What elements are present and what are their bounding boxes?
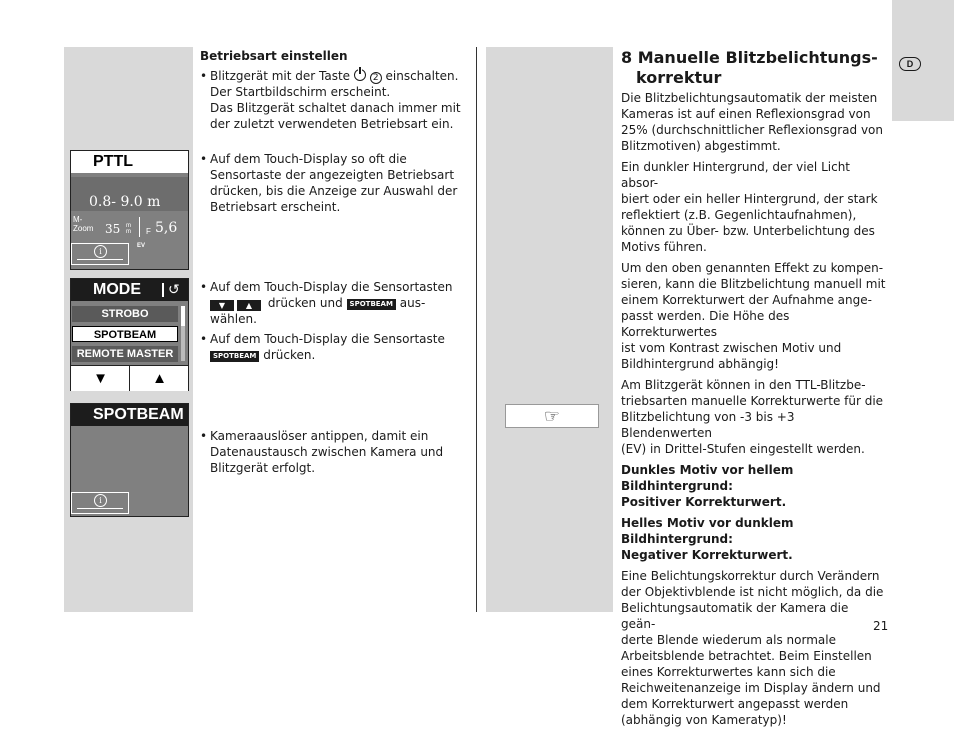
range-value: 0.8- 9.0 m	[89, 194, 161, 210]
step-choose-spotbeam: • Auf dem Touch-Display die Sensortasten ▼ ▲ drücken und SPOTBEAM aus- wählen. • Auf dem Touch-Display die Sensortaste SPOTBEAM drücken.	[200, 279, 470, 363]
zoom-value: 35	[105, 222, 121, 236]
mode-list	[72, 306, 178, 366]
language-badge: D	[899, 57, 921, 71]
step-confirm-spotbeam: • Auf dem Touch-Display die Sensortaste SPOTBEAM drücken.	[200, 331, 470, 363]
paragraph-2: Ein dunkler Hintergrund, der viel Licht absor- biert oder ein heller Hintergrund, der stark reflektiert (z.B. Gegenlichtaufnahmen), können zu Über- bzw. Unterbelichtung des Motivs führen.	[621, 160, 878, 254]
divider	[139, 217, 140, 237]
aperture-value: 5,6	[155, 220, 178, 236]
step-power-on: • Blitzgerät mit der Taste 2 einschalten. Der Startbildschirm erscheint. Das Blitzgerät schaltet danach immer mit der zuletzt verwendeten Betriebsart ein.	[200, 68, 470, 132]
spotbeam-key-tag: SPOTBEAM	[210, 351, 259, 362]
ev-label: EV	[137, 243, 146, 249]
arrow-down-button[interactable]: ▼	[93, 370, 108, 387]
spotbeam-key-tag: SPOTBEAM	[347, 299, 396, 310]
back-separator	[162, 283, 164, 297]
spotbeam-title: SPOTBEAM	[71, 404, 188, 426]
steps-heading: Betriebsart einstellen	[200, 49, 348, 63]
circled-number-icon: 2	[370, 72, 382, 84]
note-hand-icon: ☞	[505, 404, 599, 428]
info-underline	[77, 259, 123, 260]
info-icon: i	[94, 245, 107, 258]
paragraph-4: Am Blitzgerät können in den TTL-Blitzbe- triebsarten manuelle Korrekturwerte für die Blitzbelichtung von -3 bis +3 Blendenwerten (EV) in Drittel-Stufen eingestellt werden.	[621, 378, 884, 456]
zoom-unit: m m	[126, 223, 131, 235]
section-title: 8 Manuelle Blitzbelichtungs- korrektur	[621, 48, 878, 87]
arrow-up-key-icon: ▲	[237, 300, 261, 311]
mode-item-spotbeam[interactable]: SPOTBEAM	[72, 326, 178, 342]
mode-label[interactable]: PTTL	[71, 151, 188, 173]
paragraph-1: Die Blitzbelichtungsautomatik der meisten Kameras ist auf einen Reflexionsgrad von 25% (durchschnittlicher Reflexionsgrad von Blitzmotiven) abgestimmt.	[621, 91, 884, 153]
display-spotbeam-screen	[70, 403, 189, 517]
note-dark-subject: Dunkles Motiv vor hellem Bildhintergrund: Positiver Korrekturwert.	[621, 463, 794, 509]
paragraph-5: Eine Belichtungskorrektur durch Verändern der Objektivblende ist nicht möglich, da die Belichtungsautomatik der Kamera die geän- derte Blende wiederum als normale Arbeitsblende betrachtet. Beim Einstellen eines Korrekturwertes kann sich die Reichweitenanzeige im Display ändern und dem Korrekturwert angepasst werden (abhängig von Kameratyp)!	[621, 569, 884, 727]
note-bright-subject: Helles Motiv vor dunklem Bildhintergrund: Negativer Korrekturwert.	[621, 516, 794, 562]
mzoom-label: M- Zoom	[73, 215, 94, 233]
step-select-mode: • Auf dem Touch-Display so oft die Sensortaste der angezeigten Betriebsart drücken, bis die Anzeige zur Auswahl der Betriebsart erscheint.	[200, 151, 470, 215]
display-pttl-screen	[70, 150, 189, 270]
power-icon	[354, 69, 366, 81]
step-shutter: • Kameraauslöser antippen, damit ein Datenaustausch zwischen Kamera und Blitzgerät erfolgt.	[200, 428, 470, 476]
steps-section	[200, 48, 470, 132]
arrow-row	[71, 365, 188, 391]
display-mode-screen	[70, 278, 189, 391]
mode-item-remote-master[interactable]: REMOTE MASTER	[72, 346, 178, 362]
arrow-down-key-icon: ▼	[210, 300, 234, 311]
right-margin-column	[486, 47, 613, 612]
column-divider	[476, 47, 477, 612]
info-underline	[77, 508, 123, 509]
section-body	[621, 90, 889, 733]
info-icon: i	[94, 494, 107, 507]
back-icon[interactable]: ↺	[168, 281, 180, 297]
mode-item-strobo[interactable]: STROBO	[72, 306, 178, 322]
arrow-up-button[interactable]: ▲	[152, 370, 167, 387]
aperture-label: F	[146, 227, 151, 236]
scrollbar-thumb[interactable]	[181, 306, 185, 326]
page-number: 21	[873, 619, 889, 633]
paragraph-3: Um den oben genannten Effekt zu kompen- sieren, kann die Blitzbelichtung manuell mit einem Korrekturwert der Aufnahme ange- passt werden. Die Höhe des Korrekturwertes ist vom Kontrast zwischen Motiv und Bildhintergrund abhängig!	[621, 261, 886, 371]
mode-title: MODE	[71, 279, 188, 301]
